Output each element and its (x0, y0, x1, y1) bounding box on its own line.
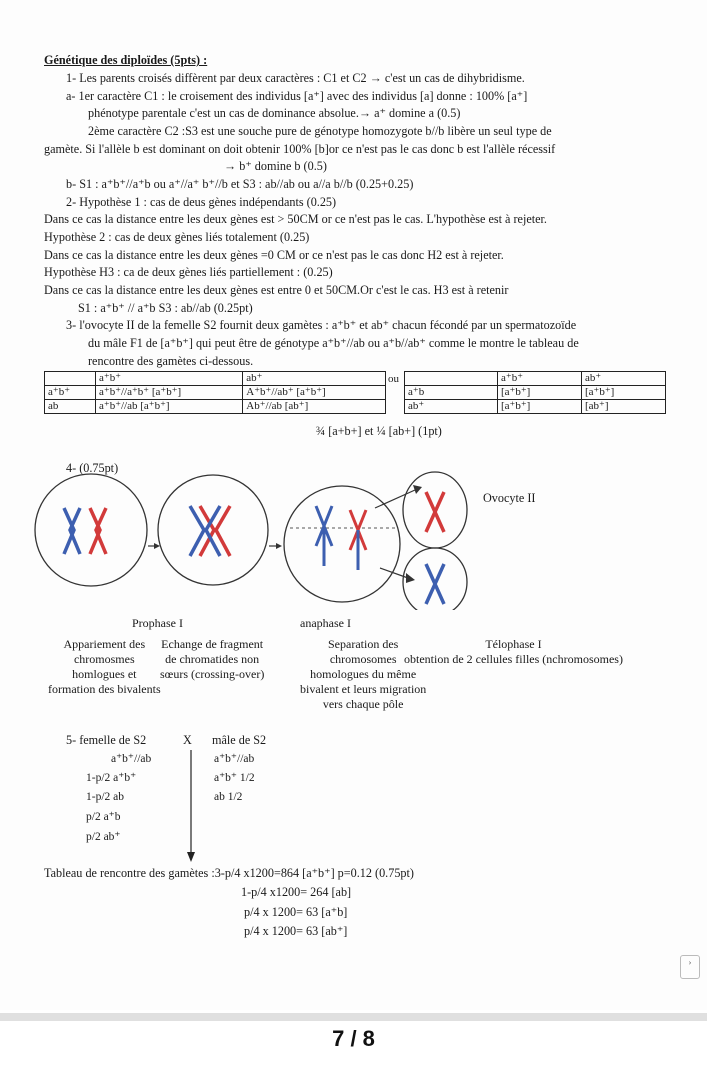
table-cell: a⁺b⁺ (96, 372, 243, 386)
caption-appariement: Appariement des chromosmes homlogues et formation des bivalents (48, 637, 161, 696)
text-line: Dans ce cas la distance entre les deux gènes =0 CM or ce n'est pas le cas donc H2 est à rejeter. (44, 248, 504, 262)
table-cell: a⁺b⁺ (45, 386, 96, 400)
male-gamete: a⁺b⁺ 1/2 (214, 772, 255, 784)
text-line: gamète. Si l'allèle b est dominant on doit obtenir 100% [b]or ce n'est pas le cas donc b est l'allèle récessif (44, 142, 556, 156)
cell-3-circle (284, 486, 400, 602)
arrow-down-icon (187, 852, 195, 862)
gamete-table-2 (404, 371, 666, 414)
table-cell: ab⁺ (405, 400, 498, 414)
rencontre-line: Tableau de rencontre des gamètes :3-p/4 x1200=864 [a⁺b⁺] p=0.12 (0.75pt) (44, 866, 414, 880)
female-gamete: 1-p/2 a⁺b⁺ (86, 772, 137, 784)
female-genotype: a⁺b⁺//ab (111, 753, 152, 765)
text-line: Dans ce cas la distance entre les deux gènes est entre 0 et 50CM.Or c'est le cas. H3 est à retenir (44, 283, 509, 297)
separating-chromosomes (316, 506, 366, 570)
text-line: 2- Hypothèse 1 : cas de deus gènes indépendants (0.25) (66, 195, 337, 209)
female-gamete: 1-p/2 ab (86, 791, 125, 803)
table-row (45, 372, 386, 386)
arrow-icon (154, 543, 160, 549)
anaphase-label: anaphase I (300, 616, 351, 630)
arrow-icon (276, 543, 282, 549)
scroll-track[interactable] (0, 1013, 707, 1021)
text-line: rencontre des gamètes ci-dessous. (88, 354, 254, 368)
table-cell: [a⁺b⁺] (498, 386, 582, 400)
or-label: ou (388, 373, 399, 385)
table-cell: ab⁺ (582, 372, 666, 386)
text-line: 1- Les parents croisés diffèrent par deux caractères : C1 et C2 → c'est un cas de dihybridisme. (66, 71, 525, 85)
rencontre-line: 1-p/4 x1200= 264 [ab] (241, 885, 352, 899)
text-line: S1 : a⁺b⁺ // a⁺b S3 : ab//ab (0.25pt) (78, 301, 253, 315)
text-line: 2ème caractère C2 :S3 est une souche pure de génotype homozygote b//b libère un seul type de (88, 124, 552, 138)
ovocyte-label: Ovocyte II (483, 491, 536, 505)
page-indicator: 7 / 8 (332, 1026, 375, 1051)
text-line: du mâle F1 de [a⁺b⁺] qui peut être de génotype a⁺b⁺//ab ou a⁺b//ab⁺ comme le montre le tableau de (88, 336, 579, 350)
female-gamete: p/2 a⁺b (86, 811, 121, 823)
cross-female: 5- femelle de S2 (66, 733, 147, 747)
cross-arrow (184, 750, 198, 864)
text-line: Hypothèse H3 : ca de deux gènes liés partiellement : (0.25) (44, 265, 333, 279)
caption-separation: Separation des chromosomes homologues du même bivalent et leurs migration vers chaque pôle (300, 637, 427, 711)
section-title: Génétique des diploïdes (5pts) : (44, 53, 208, 67)
bivalent (190, 506, 230, 556)
table-cell: Ab⁺//ab [ab⁺] (243, 400, 386, 414)
text-line: 3- l'ovocyte II de la femelle S2 fournit deux gamètes : a⁺b⁺ et ab⁺ chacun fécondé par un spermatozoïde (66, 318, 577, 332)
arrow-icon (406, 573, 415, 583)
viewer-footer (0, 1010, 707, 1068)
text-line: phénotype parentale c'est un cas de dominance absolue.→ a⁺ domine a (0.5) (88, 106, 461, 120)
arrow-icon (413, 485, 422, 494)
table-row (405, 386, 666, 400)
table-row (45, 386, 386, 400)
meiosis-diagram (30, 470, 670, 610)
table-cell: [a⁺b⁺] (582, 386, 666, 400)
female-gamete: p/2 ab⁺ (86, 831, 121, 843)
table-cell: ab⁺ (243, 372, 386, 386)
prophase-label: Prophase I (132, 616, 183, 630)
table-row (405, 372, 666, 386)
table-row (45, 400, 386, 414)
caption-crossing-over: Echange de fragment de chromatides non sœurs (crossing-over) (160, 637, 265, 681)
text-line: a- 1er caractère C1 : le croisement des individus [a⁺] avec des individus [a] donne : 100% [a⁺] (66, 89, 528, 103)
text-line: b- S1 : a⁺b⁺//a⁺b ou a⁺//a⁺ b⁺//b et S3 : ab//ab ou a//a b//b (0.25+0.25) (66, 177, 414, 191)
cross-x: X (183, 733, 192, 747)
table-cell: a⁺b (405, 386, 498, 400)
caption-telophase: Télophase I obtention de 2 cellules filles (nchromosomes) (404, 637, 623, 666)
result-line: ¾ [a+b+] et ¼ [ab+] (1pt) (316, 424, 442, 438)
text-line: Dans ce cas la distance entre les deux gènes est > 50CM or ce n'est pas le cas. L'hypothèse est à rejeter. (44, 212, 547, 226)
male-genotype: a⁺b⁺//ab (214, 753, 255, 765)
table-row (405, 400, 666, 414)
rencontre-line: p/4 x 1200= 63 [ab⁺] (244, 924, 348, 938)
page-corner-mark: › (680, 955, 700, 979)
table-cell: a⁺b⁺ (498, 372, 582, 386)
male-gamete: ab 1/2 (214, 791, 243, 803)
table-cell: ab (45, 400, 96, 414)
rencontre-line: p/4 x 1200= 63 [a⁺b] (244, 905, 348, 919)
table-cell (45, 372, 96, 386)
table-cell: a⁺b⁺//a⁺b⁺ [a⁺b⁺] (96, 386, 243, 400)
chromosome-pair-1 (64, 508, 106, 554)
cross-male: mâle de S2 (212, 733, 267, 747)
table-cell: A⁺b⁺//ab⁺ [a⁺b⁺] (243, 386, 386, 400)
question-4: 4- (0.75pt) (66, 461, 119, 475)
text-line: → b⁺ domine b (0.5) (224, 159, 327, 173)
table-cell: [ab⁺] (582, 400, 666, 414)
table-cell: [a⁺b⁺] (498, 400, 582, 414)
table-cell: a⁺b⁺//ab [a⁺b⁺] (96, 400, 243, 414)
cell-1-circle (35, 474, 147, 586)
gamete-table-1 (44, 371, 386, 414)
text-line: Hypothèse 2 : cas de deux gènes liés totalement (0.25) (44, 230, 310, 244)
table-cell (405, 372, 498, 386)
